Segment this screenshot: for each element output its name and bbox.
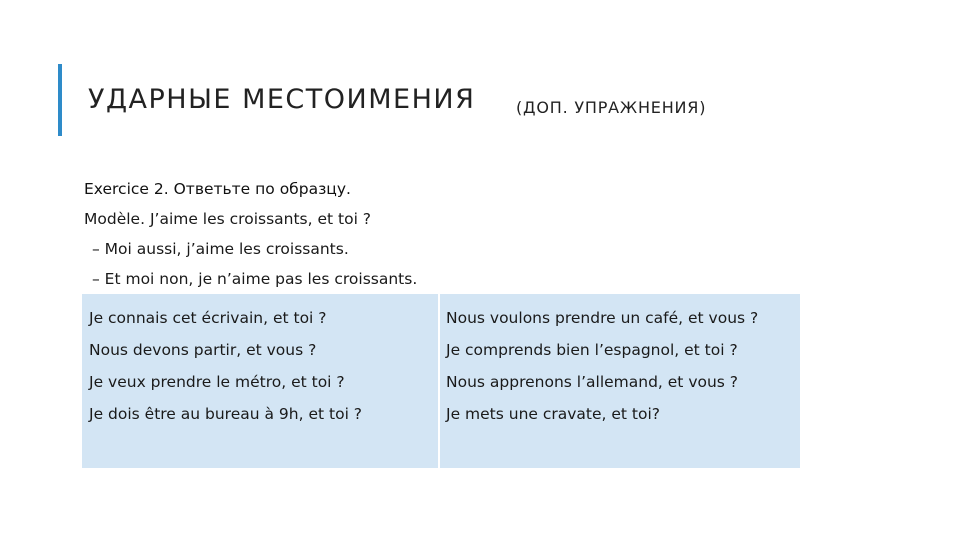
- exercise-heading: Exercice 2. Ответьте по образцу.: [84, 180, 351, 198]
- table-column-left: [82, 294, 438, 468]
- page-subtitle: (ДОП. УПРАЖНЕНИЯ): [516, 98, 707, 117]
- page-title: УДАРНЫЕ МЕСТОИМЕНИЯ: [88, 84, 476, 115]
- table-cell: Nous apprenons l’allemand, et vous ?: [446, 373, 739, 391]
- table-cell: Je connais cet écrivain, et toi ?: [89, 309, 327, 327]
- model-label: Modèle.: [84, 210, 146, 228]
- exercise-instructions: [84, 174, 417, 294]
- table-cell: Je veux prendre le métro, et toi ?: [89, 373, 345, 391]
- table-column-right: [440, 294, 800, 468]
- table-cell: Je mets une cravate, et toi?: [446, 405, 661, 423]
- model-line: [84, 204, 417, 234]
- model-answer-1: – Moi aussi, j’aime les croissants.: [92, 240, 349, 258]
- table-cell: Nous devons partir, et vous ?: [89, 341, 317, 359]
- table-cell: Nous voulons prendre un café, et vous ?: [446, 309, 759, 327]
- exercise-table: [82, 294, 800, 468]
- model-text: J’aime les croissants, et toi ?: [145, 210, 372, 228]
- model-answer-2: – Et moi non, je n’aime pas les croissants.: [92, 270, 418, 288]
- table-cell: Je comprends bien l’espagnol, et toi ?: [446, 341, 738, 359]
- title-accent-bar: [58, 64, 62, 136]
- table-cell: Je dois être au bureau à 9h, et toi ?: [89, 405, 363, 423]
